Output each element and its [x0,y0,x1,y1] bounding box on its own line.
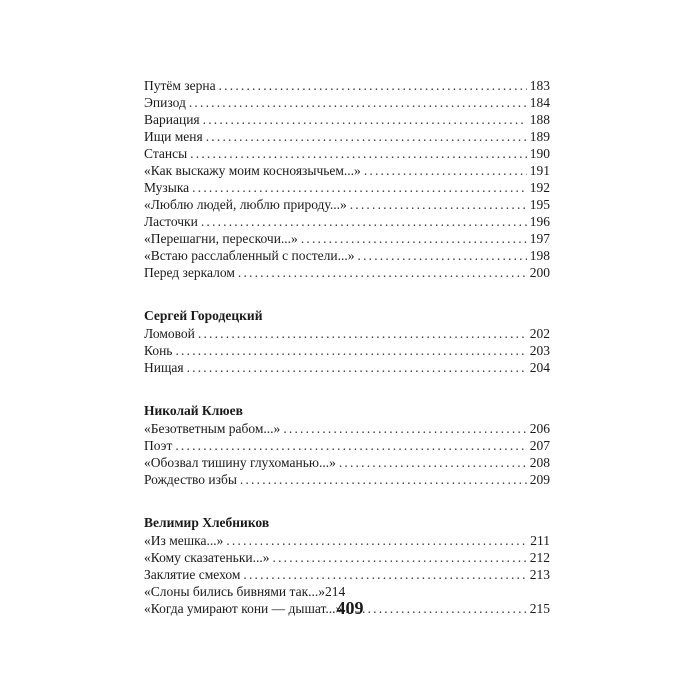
toc-section [144,77,550,281]
dot-leader [201,213,527,230]
entry-title: «Слоны бились бивнями так...» [144,584,326,599]
toc-entry [144,471,550,488]
entry-page-number: 211 [530,533,550,548]
entry-title: «Безответным рабом...» [144,421,281,436]
toc-entry [144,359,550,376]
entry-title: Музыка [144,180,190,195]
toc-entry [144,325,550,342]
entry-page-number: 215 [529,601,550,616]
toc-entry [144,230,550,247]
toc-section [144,402,550,488]
author-heading: Сергей Городецкий [144,308,263,323]
toc-entry [144,247,550,264]
dot-leader [187,359,527,376]
entry-title: Перед зеркалом [144,265,235,280]
toc-entry [144,549,550,566]
toc-section [144,307,550,376]
entry-title: Конь [144,343,173,358]
toc-entry [144,179,550,196]
entry-title: Ласточки [144,214,198,229]
dot-leader [339,454,527,471]
entry-page-number: 203 [529,343,550,358]
entry-page-number: 195 [529,197,550,212]
entry-title: «Как выскажу моим косноязычьем...» [144,163,361,178]
entry-title: Путём зерна [144,78,216,93]
entry-page-number: 192 [529,180,550,195]
entry-title: Стансы [144,146,188,161]
entry-title: Заклятие смехом [144,567,241,582]
entry-page-number: 198 [529,248,550,263]
toc-entry [144,94,550,111]
entry-title: Вариация [144,112,200,127]
dot-leader [350,196,527,213]
entry-title: «Встаю расслабленный с постели...» [144,248,355,263]
entry-title: «Люблю людей, люблю природу...» [144,197,347,212]
toc-entry [144,532,550,549]
entry-title: «Обозвал тишину глухоманью...» [144,455,336,470]
entry-page-number: 204 [529,360,550,375]
dot-leader [192,179,527,196]
entry-title: Рождество избы [144,472,237,487]
dot-leader [240,471,527,488]
table-of-contents [144,77,550,643]
entry-page-number: 208 [529,455,550,470]
entry-page-number: 213 [529,567,550,582]
toc-entry [144,162,550,179]
toc-entry [144,420,550,437]
entry-page-number: 190 [529,146,550,161]
entry-page-number: 184 [529,95,550,110]
toc-entry [144,128,550,145]
entry-page-number: 212 [529,550,550,565]
entry-title: «Кому сказатеньки...» [144,550,270,565]
entry-page-number: 188 [529,112,550,127]
dot-leader [243,566,526,583]
dot-leader [358,247,527,264]
dot-leader [219,77,527,94]
entry-page-number: 209 [529,472,550,487]
entry-page-number: 202 [529,326,550,341]
dot-leader [273,549,527,566]
toc-entry [144,566,550,583]
entry-page-number: 200 [529,265,550,280]
dot-leader [190,145,527,162]
dot-leader [238,264,527,281]
toc-entry [144,454,550,471]
entry-page-number: 197 [529,231,550,246]
entry-title: Ищи меня [144,129,203,144]
entry-page-number: 207 [529,438,550,453]
entry-title: «Когда умирают кони — дышат...» [144,601,343,616]
entry-page-number: 206 [529,421,550,436]
dot-leader [198,325,527,342]
entry-title: Нищая [144,360,184,375]
entry-page-number: 189 [529,129,550,144]
entry-page-number: 196 [529,214,550,229]
dot-leader [189,94,527,111]
dot-leader [206,128,527,145]
dot-leader [226,532,527,549]
entry-title: Ломовой [144,326,195,341]
entry-title: Поэт [144,438,173,453]
page-number: 409 [336,598,364,618]
toc-entry [144,342,550,359]
author-heading: Велимир Хлебников [144,515,270,530]
toc-entry [144,437,550,454]
dot-leader [301,230,527,247]
toc-entry [144,77,550,94]
dot-leader [175,437,526,454]
entry-title: Эпизод [144,95,186,110]
dot-leader [203,111,527,128]
toc-entry [144,213,550,230]
dot-leader [283,420,526,437]
toc-entry [144,196,550,213]
toc-entry [144,111,550,128]
entry-page-number: 191 [529,163,550,178]
entry-title: «Перешагни, перескочи...» [144,231,298,246]
dot-leader [175,342,526,359]
entry-title: «Из мешка...» [144,533,224,548]
entry-page-number: 183 [529,78,550,93]
entry-page-number: 214 [325,584,346,599]
author-heading: Николай Клюев [144,403,243,418]
dot-leader [364,162,527,179]
toc-entry [144,264,550,281]
toc-entry [144,145,550,162]
